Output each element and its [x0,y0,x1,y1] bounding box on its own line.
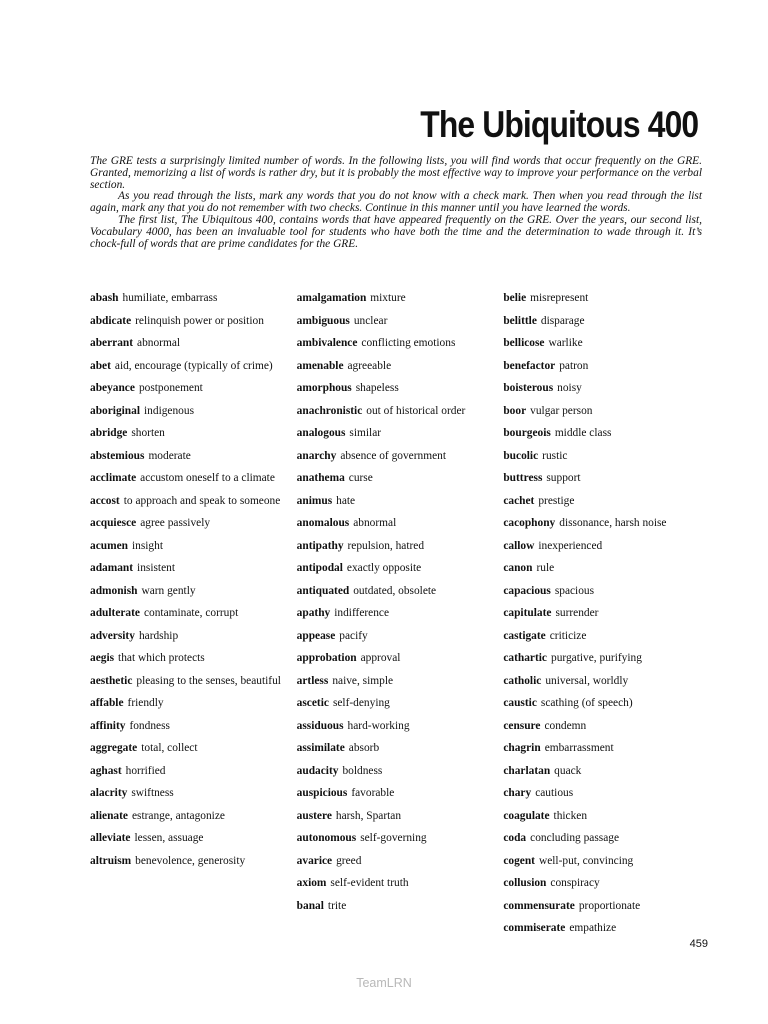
vocab-word: alleviate [90,832,131,844]
vocab-word: cacophony [503,517,556,529]
vocab-definition: insistent [137,562,176,574]
vocab-word: autonomous [296,832,357,844]
vocab-word: catholic [503,674,542,687]
vocab-word: acumen [90,539,128,552]
vocab-definition: quack [554,764,582,777]
vocab-word: avarice [296,854,333,867]
vocab-word: canon [503,562,533,574]
vocab-word: banal [296,899,324,912]
vocab-entry [297,405,504,418]
vocab-word: abash [90,292,119,304]
vocab-word: accost [90,494,120,507]
vocab-entry [503,292,710,305]
vocab-definition: postponement [138,382,203,394]
vocab-entry [90,652,297,665]
page-number: 459 [689,938,708,950]
vocab-entry [297,877,504,890]
vocab-entry [90,315,297,328]
vocab-entry [297,292,504,305]
vocab-word: collusion [503,877,547,889]
vocab-word: acquiesce [90,517,137,529]
vocab-definition: fondness [129,719,170,732]
vocab-entry [503,495,710,508]
vocab-definition: greed [336,854,362,867]
vocab-word: adulterate [90,607,140,619]
vocab-definition: trite [327,899,347,912]
vocab-definition: proportionate [578,899,641,912]
vocab-word: aghast [90,764,122,777]
vocab-entry [297,427,504,440]
vocab-entry [503,382,710,395]
vocab-entry [297,562,504,575]
vocab-definition: hard-working [347,719,410,732]
vocab-definition: thicken [553,809,588,822]
vocab-definition: pleasing to the senses, beautiful [136,674,281,687]
vocab-definition: naive, simple [332,674,394,687]
vocab-entry [90,405,297,418]
vocab-word: cogent [503,854,535,867]
vocab-entry [90,495,297,508]
vocab-entry [90,450,297,463]
vocab-entry [90,855,297,868]
vocab-word: capacious [503,584,551,597]
vocab-definition: repulsion, hatred [347,539,425,552]
vocab-definition: hardship [138,629,179,642]
vocab-definition: surrender [555,607,599,619]
vocab-entry [297,315,504,328]
vocab-definition: horrified [125,764,166,777]
vocab-entry [503,540,710,553]
vocab-word: boor [503,404,527,417]
vocab-word: ambivalence [296,337,358,349]
vocab-word: benefactor [503,359,556,372]
vocab-entry [503,720,710,733]
vocab-entry [90,292,297,305]
vocab-entry [503,405,710,418]
vocab-word: assimilate [296,742,345,754]
vocab-definition: indifference [334,607,390,619]
vocab-word: coda [503,832,527,844]
vocab-entry [90,360,297,373]
vocab-entry [503,337,710,350]
vocab-definition: condemn [544,719,587,732]
vocab-entry [90,517,297,530]
vocab-definition: absence of government [340,449,446,462]
vocab-entry [503,832,710,845]
vocab-entry [297,630,504,643]
vocab-definition: disparage [540,314,585,327]
vocab-definition: cautious [535,787,574,799]
vocab-word: cathartic [503,652,547,664]
vocab-definition: curse [348,472,373,484]
vocab-entry [503,787,710,800]
vocab-word: anathema [296,472,345,484]
vocab-word: abeyance [90,382,135,394]
vocab-word: audacity [296,764,339,777]
vocab-definition: empathize [569,922,617,934]
vocab-entry [503,315,710,328]
vocab-definition: shorten [131,427,165,439]
vocab-word: approbation [296,652,357,664]
vocab-definition: mixture [370,292,406,304]
vocab-definition: abnormal [137,337,181,349]
vocab-word: aberrant [90,337,134,349]
vocab-word: amenable [296,359,344,372]
vocab-definition: patron [559,359,589,372]
vocab-definition: harsh, Spartan [335,809,402,822]
vocab-word: austere [296,809,332,822]
vocab-entry [503,652,710,665]
vocab-definition: similar [349,427,382,439]
vocab-word: axiom [296,877,327,889]
vocab-word: affinity [90,719,126,732]
vocab-word: assiduous [296,719,344,732]
vocab-entry [503,630,710,643]
vocab-definition: concluding passage [530,832,620,844]
vocab-definition: inexperienced [538,539,603,552]
vocab-entry [90,337,297,350]
vocab-entry [503,877,710,890]
vocab-definition: noisy [557,382,582,394]
watermark: TeamLRN [356,976,412,990]
vocab-word: aesthetic [90,674,133,687]
vocab-definition: warn gently [141,584,196,597]
vocab-entry [90,382,297,395]
vocab-word: caustic [503,697,537,709]
vocab-entry [90,472,297,485]
vocab-definition: contaminate, corrupt [143,607,239,619]
vocab-entry [503,427,710,440]
vocab-definition: self-denying [332,697,390,709]
vocab-definition: dissonance, harsh noise [559,517,667,529]
vocab-word: abridge [90,427,128,439]
vocab-definition: indigenous [144,404,195,417]
vocab-word: alienate [90,809,128,822]
vocab-definition: outdated, obsolete [353,584,437,597]
vocab-definition: spacious [554,584,595,597]
vocab-word: amorphous [296,382,352,394]
intro-text [90,156,702,250]
vocab-definition: vulgar person [530,404,593,417]
vocab-word: abstemious [90,449,145,462]
vocab-entry [503,517,710,530]
vocab-definition: swiftness [131,787,174,799]
vocab-definition: scathing (of speech) [540,697,633,709]
vocab-entry [90,765,297,778]
vocab-word: censure [503,719,541,732]
vocab-definition: estrange, antagonize [131,809,225,822]
vocab-entry [90,697,297,710]
vocab-entry [297,360,504,373]
vocab-word: affable [90,697,124,709]
vocab-definition: friendly [127,697,164,709]
vocab-word: bucolic [503,449,539,462]
vocab-entry [503,450,710,463]
vocab-entry [90,742,297,755]
vocab-definition: prestige [538,494,575,507]
vocab-word: anomalous [296,517,350,529]
vocab-definition: criticize [549,629,587,642]
vocab-definition: that which protects [118,652,205,664]
vocab-word: cachet [503,494,535,507]
vocab-definition: accustom oneself to a climate [140,472,275,484]
vocab-word: altruism [90,854,132,867]
vocab-word: callow [503,539,535,552]
vocab-entry [90,607,297,620]
vocab-definition: rustic [542,449,568,462]
vocab-word: antiquated [296,584,350,597]
vocab-entry [503,900,710,913]
vocab-word: charlatan [503,764,551,777]
vocab-entry [297,720,504,733]
vocab-entry [503,472,710,485]
vocab-word: animus [296,494,333,507]
vocab-word: abet [90,359,111,372]
vocab-entry [503,855,710,868]
vocab-word: apathy [296,607,331,619]
vocab-word: auspicious [296,787,348,799]
vocab-definition: rule [536,562,555,574]
vocab-definition: lessen, assuage [134,832,204,844]
vocab-definition: benevolence, generosity [135,854,246,867]
vocab-word: analogous [296,427,346,439]
vocab-entry [297,540,504,553]
vocab-definition: agreeable [347,359,392,372]
vocab-word: aegis [90,652,115,664]
vocab-definition: humiliate, embarrass [122,292,218,304]
page-title: The Ubiquitous 400 [419,104,698,145]
vocab-definition: favorable [351,787,395,799]
vocab-entry [90,832,297,845]
vocab-definition: well-put, convincing [538,854,634,867]
vocab-definition: to approach and speak to someone [123,494,281,507]
vocab-definition: middle class [554,427,612,439]
vocab-word: acclimate [90,472,137,484]
vocab-definition: absorb [348,742,380,754]
vocab-entry [297,585,504,598]
vocab-word: boisterous [503,382,554,394]
vocab-word: adamant [90,562,134,574]
vocab-definition: total, collect [141,742,198,754]
vocab-definition: boldness [342,764,383,777]
vocab-entry [90,675,297,688]
vocab-definition: relinquish power or position [135,314,264,327]
vocab-entry [297,607,504,620]
vocab-entry [503,810,710,823]
vocab-entry [297,855,504,868]
vocab-word: aboriginal [90,404,141,417]
vocab-definition: hate [336,494,356,507]
vocab-definition: unclear [353,314,388,327]
vocab-word: adversity [90,629,135,642]
vocab-entry [90,585,297,598]
vocab-entry [90,630,297,643]
vocab-definition: self-evident truth [330,877,409,889]
vocab-definition: pacify [339,629,368,642]
vocab-word: aggregate [90,742,138,754]
intro-paragraph: The first list, The Ubiquitous 400, contains words that have appeared frequently on the GRE. Over the years, our second list, Vocabulary 4000, has been an invaluable tool for students who have both the time and the determination to wade through it. It’s chock-full of words that are prime candidates for the GRE. [90,213,702,250]
vocab-word: appease [296,629,336,642]
vocab-entry [503,675,710,688]
vocab-word: amalgamation [296,292,367,304]
vocab-word: bourgeois [503,427,551,439]
vocab-entry [297,517,504,530]
vocab-definition: out of historical order [366,404,466,417]
vocab-definition: conflicting emotions [361,337,456,349]
vocab-entry [297,382,504,395]
vocab-definition: shapeless [355,382,399,394]
vocab-entry [297,832,504,845]
vocab-entry [297,472,504,485]
vocab-entry [503,742,710,755]
vocab-word: abdicate [90,314,132,327]
vocab-entry [297,675,504,688]
vocab-word: antipathy [296,539,344,552]
vocab-word: ambiguous [296,314,350,327]
vocab-word: artless [296,674,329,687]
vocab-word: belie [503,292,527,304]
vocab-word: ascetic [296,697,329,709]
vocab-entry [297,450,504,463]
vocab-entry [503,922,710,935]
vocab-definition: purgative, purifying [551,652,642,664]
vocab-entry [90,720,297,733]
vocab-entry [90,540,297,553]
vocab-entry [297,742,504,755]
vocab-definition: warlike [548,337,583,349]
vocab-word: anachronistic [296,404,363,417]
vocab-definition: embarrassment [544,742,614,754]
intro-paragraph: As you read through the lists, mark any words that you do not know with a check mark. Then when you read through the list again, mark any that you do not remember with two checks. Continue in this manner until you have learned the words. [90,190,702,215]
vocab-entry [297,337,504,350]
vocab-definition: self-governing [360,832,427,844]
intro-paragraph: The GRE tests a surprisingly limited number of words. In the following lists, you will find words that occur frequently on the GRE. Granted, memorizing a list of words is rather dry, but it is probably the most effective way to improve your performance on the verbal section. [90,155,702,191]
vocab-word: commiserate [503,922,566,934]
vocab-definition: moderate [148,449,191,462]
vocab-definition: abnormal [353,517,397,529]
vocab-definition: universal, worldly [545,674,629,687]
vocab-word: bellicose [503,337,545,349]
vocab-definition: support [546,472,581,484]
vocab-definition: approval [360,652,401,664]
word-column-2 [297,292,504,945]
vocab-entry [297,495,504,508]
vocab-word: coagulate [503,809,550,822]
word-column-1 [90,292,297,945]
vocab-entry [297,652,504,665]
vocab-definition: conspiracy [550,877,600,889]
vocab-entry [503,607,710,620]
vocab-word: capitulate [503,607,552,619]
vocab-word: commensurate [503,899,575,912]
vocab-entry [503,360,710,373]
vocab-word: belittle [503,314,537,327]
vocab-entry [503,585,710,598]
vocab-word: buttress [503,472,543,484]
vocab-word: anarchy [296,449,337,462]
vocab-definition: agree passively [140,517,211,529]
vocab-definition: exactly opposite [346,562,422,574]
vocab-entry [297,810,504,823]
vocab-entry [90,562,297,575]
word-list [90,292,710,945]
vocab-word: admonish [90,584,138,597]
vocab-entry [297,787,504,800]
vocab-entry [90,810,297,823]
vocab-entry [90,427,297,440]
vocab-word: castigate [503,629,546,642]
vocab-entry [503,765,710,778]
vocab-word: chary [503,787,532,799]
vocab-entry [297,765,504,778]
vocab-entry [503,562,710,575]
vocab-word: alacrity [90,787,128,799]
vocab-entry [297,900,504,913]
vocab-entry [503,697,710,710]
vocab-entry [90,787,297,800]
word-column-3 [503,292,710,945]
vocab-word: chagrin [503,742,541,754]
vocab-entry [297,697,504,710]
vocab-word: antipodal [296,562,343,574]
vocab-definition: insight [131,539,163,552]
vocab-definition: misrepresent [530,292,589,304]
vocab-definition: aid, encourage (typically of crime) [114,359,273,372]
